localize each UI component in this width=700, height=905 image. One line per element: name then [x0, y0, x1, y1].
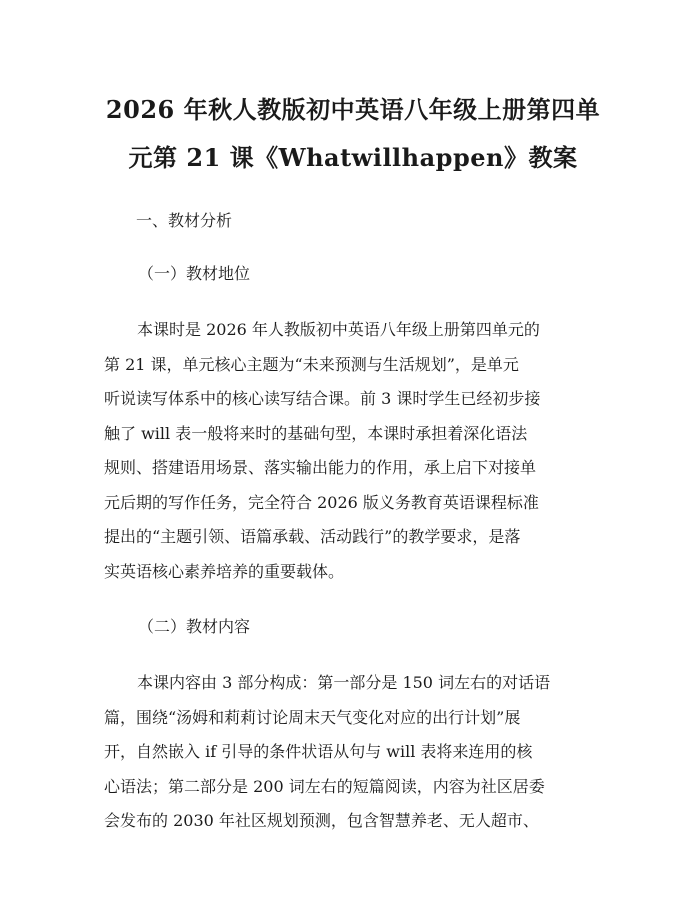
title-line-2: 元第 21 课《Whatwillhappen》教案 — [128, 143, 578, 172]
section-heading-material-analysis: 一、教材分析 — [136, 211, 233, 230]
paragraph-line: 开，自然嵌入 if 引导的条件状语从句与 will 表将来连用的核 — [104, 742, 533, 761]
subsection-heading-material-content: （二）教材内容 — [138, 617, 251, 636]
paragraph-line: 本课内容由 3 部分构成：第一部分是 150 词左右的对话语 — [137, 673, 551, 692]
paragraph-line: 篇，围绕“汤姆和莉莉讨论周末天气变化对应的出行计划”展 — [104, 707, 521, 727]
subsection-heading-material-status: （一）教材地位 — [138, 264, 251, 283]
paragraph-line: 触了 will 表一般将来时的基础句型，本课时承担着深化语法 — [104, 423, 528, 443]
paragraph-line: 本课时是 2026 年人教版初中英语八年级上册第四单元的 — [137, 320, 540, 339]
paragraph-material-content — [104, 666, 602, 839]
paragraph-material-status — [104, 313, 602, 589]
paragraph-line: 提出的“主题引领、语篇承载、活动践行”的教学要求，是落 — [104, 527, 521, 546]
paragraph-line: 听说读写体系中的核心读写结合课。前 3 课时学生已经初步接 — [104, 389, 541, 408]
title-line-1: 2026 年秋人教版初中英语八年级上册第四单 — [105, 95, 601, 124]
paragraph-line: 元后期的写作任务，完全符合 2026 版义务教育英语课程标准 — [104, 492, 539, 512]
paragraph-line: 规则、搭建语用场景、落实输出能力的作用，承上启下对接单 — [104, 458, 537, 477]
paragraph-line: 第 21 课，单元核心主题为“未来预测与生活规划”，是单元 — [104, 354, 519, 374]
paragraph-line: 心语法；第二部分是 200 词左右的短篇阅读，内容为社区居委 — [104, 776, 545, 796]
paragraph-line: 会发布的 2030 年社区规划预测，包含智慧养老、无人超市、 — [104, 811, 539, 830]
paragraph-line: 实英语核心素养培养的重要载体。 — [104, 561, 345, 581]
document-title — [104, 86, 602, 182]
